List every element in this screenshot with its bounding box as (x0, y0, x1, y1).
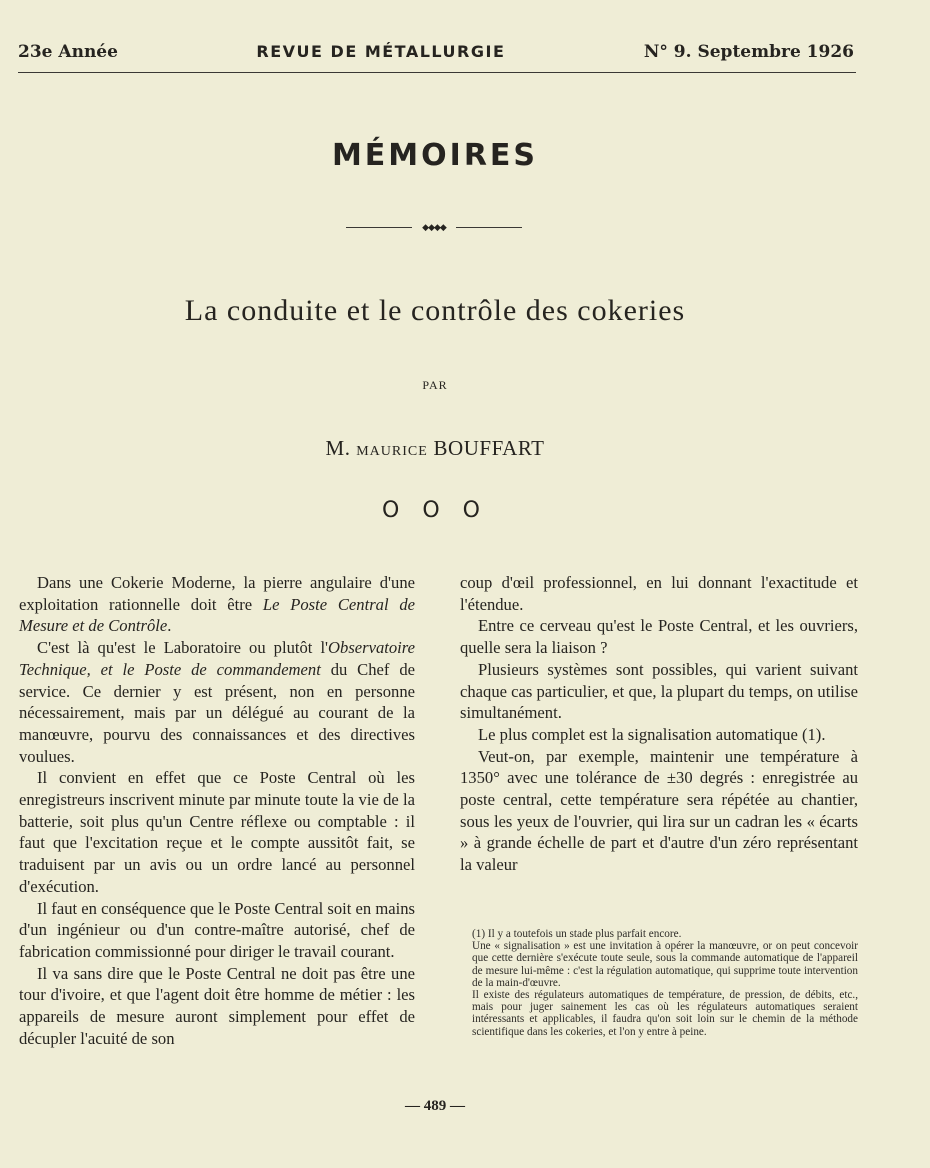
article-title: La conduite et le contrôle des cokeries (184, 294, 686, 327)
left-column (19, 572, 415, 1049)
article-author (0, 436, 870, 461)
paragraph: Plusieurs systèmes sont possibles, qui varient suivant chaque cas particulier, et que, la plupart du temps, on utilise simultanément. (460, 659, 858, 723)
italic-text: Observatoire Technique, et le Poste de commandement (19, 638, 415, 679)
footnote: Une « signalisation » est une invitation à opérer la manœuvre, or on peut concevoir que cette dernière s'exécute toute seule, sous la commande automatique de l'appareil de mesure lui-même : c'est la régulation automatique, qui supprime toute intervention de la main-d'œuvre. (472, 940, 858, 989)
page-number: — 489 — (405, 1098, 465, 1114)
ornament-line-left (346, 227, 412, 228)
paragraph: Veut-on, par exemple, maintenir une température à 1350° avec une tolérance de ±30 degrés : enregistrée au poste central, cette température sera répétée au chantier, sous les yeux de l'ouvrier, qui lira sur un cadran les « écarts » à grande échelle de part et d'autre d'un zéro représentant la valeur (460, 746, 858, 875)
text-run: Dans une Cokerie Moderne, la pierre angulaire d'une exploitation rationnelle doit être (19, 573, 415, 614)
paragraph: Entre ce cerveau qu'est le Poste Central, et les ouvriers, quelle sera la liaison ? (460, 616, 858, 658)
header-volume: 23e Année (18, 42, 118, 62)
author-first-name: MAURICE (356, 444, 428, 459)
paragraph: Il va sans dire que le Poste Central ne doit pas être une tour d'ivoire, et que l'agent doit être homme de métier : les appareils de mesure auront simplement pour effet de décupler l'acuité de son (19, 963, 415, 1048)
header-rule (18, 72, 856, 73)
ornament-diamonds: ◆◆◆◆ (422, 222, 446, 232)
right-column (460, 572, 858, 876)
paragraph (19, 637, 415, 767)
paragraph (19, 572, 415, 637)
header-journal-title: REVUE DE MÉTALLURGIE (256, 42, 506, 61)
ornament-line-right (456, 227, 522, 228)
text-run: C'est là qu'est le Laboratoire ou plutôt l' (37, 638, 329, 658)
footnotes (472, 928, 858, 1038)
running-header (18, 42, 854, 68)
section-title: MÉMOIRES (331, 138, 539, 173)
footnote: (1) Il y a toutefois un stade plus parfait encore. (472, 928, 682, 940)
byline-par: PAR (422, 378, 448, 392)
paragraph: Il faut en conséquence que le Poste Central soit en mains d'un ingénieur ou d'un contre-maître autorisé, chef de fabrication commissionné pour diriger le travail courant. (19, 898, 415, 961)
paragraph: Il convient en effet que ce Poste Central où les enregistreurs inscrivent minute par minute toute la vie de la batterie, soit plus qu'un Centre réflexe ou comptable : il faut que l'excitation reçue et le compte aussitôt fait, se traduisent par un avis ou un ordre lancé au personnel d'exécution. (19, 768, 415, 896)
text-run: du Chef de service. Ce dernier y est présent, non en personne nécessairement, mais par un délégué au courant de la manœuvre, pourvu des connaissances et des directives voulues. (19, 659, 415, 766)
footnote: Il existe des régulateurs automatiques de température, de pression, de débits, etc., mais pour juger sainement les cas où les régulateurs automatiques seraient intéressants et applicables, il faudra qu'on soit loin sur le chemin de la méthode scientifique dans les cokeries, et l'on y entre à peine. (472, 989, 858, 1038)
paragraph: coup d'œil professionnel, en lui donnant l'exactitude et l'étendue. (460, 573, 858, 614)
header-issue: N° 9. Septembre 1926 (643, 42, 854, 62)
title-ornament (346, 220, 522, 234)
text-run: . (167, 616, 172, 636)
section-separator: O O O (382, 498, 488, 523)
italic-text: Le Poste Central de Mesure et de Contrôle (19, 594, 415, 636)
author-prefix: M. (325, 436, 351, 460)
paragraph: Le plus complet est la signalisation automatique (1). (478, 724, 826, 744)
author-last-name: BOUFFART (433, 436, 545, 460)
